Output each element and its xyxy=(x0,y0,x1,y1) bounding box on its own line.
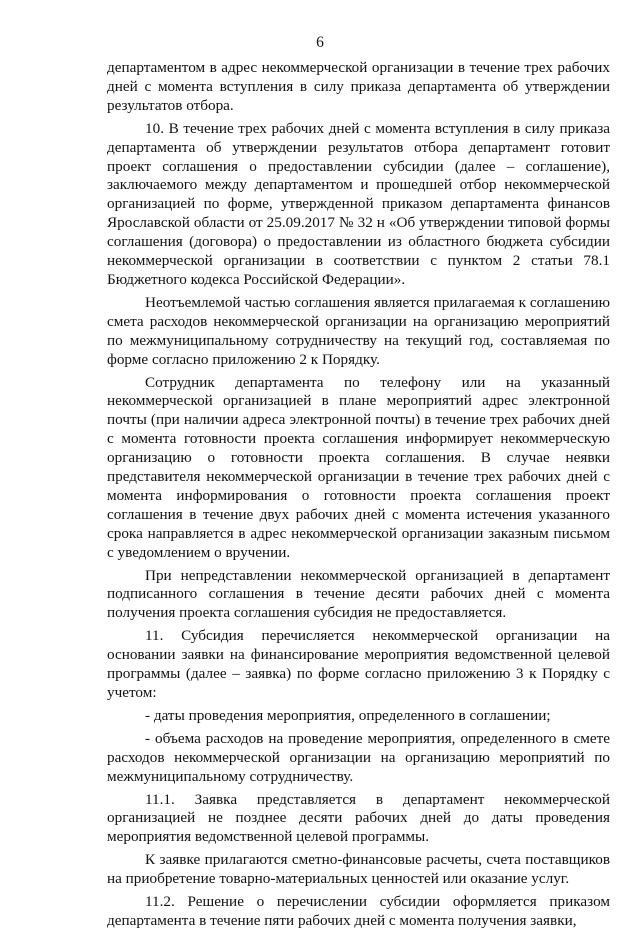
paragraph-item-11-2: 11.2. Решение о перечислении субсидии оформляется приказом департамента в течение пяти рабочих дней с момента получения заявки, xyxy=(107,893,610,929)
list-item-date: - даты проведения мероприятия, определенного в соглашении; xyxy=(145,706,551,724)
paragraph-item-11-1: 11.1. Заявка представляется в департамент некоммерческой организацией не позднее десяти рабочих дней до даты проведения мероприятия ведомственной целевой программы. xyxy=(107,790,610,846)
paragraph-item-10: 10. В течение трех рабочих дней с момента вступления в силу приказа департамента об утверждении результатов отбора департамент готовит проект соглашения о предоставлении субсидии (далее – соглашение), заключаемого между департаментом и прошедшей отбор некоммерческой организацией по форме, утвержденной приказом департамента финансов Ярославской области от 25.09.2017 № 32 н «Об утверждении типовой формы соглашения (договора) о предоставлении из областного бюджета субсидии некоммерческой организации в соответствии с пунктом 2 статьи 78.1 Бюджетного кодекса Российской Федерации». xyxy=(107,119,610,288)
document-body xyxy=(107,59,610,935)
paragraph-continuation: департаментом в адрес некоммерческой организации в течение трех рабочих дней с момента вступления в силу приказа департамента об утверждении результатов отбора. xyxy=(107,59,610,114)
paragraph-notification: Сотрудник департамента по телефону или на указанный некоммерческой организацией в плане мероприятий адрес электронной почты (при наличии адреса электронной почты) в течение трех рабочих дней с момента готовности проекта соглашения информирует некоммерческую организацию о готовности проекта соглашения. В случае неявки представителя некоммерческой организации в течение трех рабочих дней с момента информирования о готовности проекта соглашения проект соглашения в течение двух рабочих дней с момента истечения указанного срока направляется в адрес некоммерческой организации заказным письмом с уведомлением о вручении. xyxy=(107,373,610,561)
paragraph-attachments: К заявке прилагаются сметно-финансовые расчеты, счета поставщиков на приобретение товарно-материальных ценностей или оказание услуг. xyxy=(107,851,610,888)
paragraph-nonsubmission: При непредставлении некоммерческой организацией в департамент подписанного соглашения в течение десяти рабочих дней с момента получения проекта соглашения субсидия не предоставляется. xyxy=(107,566,610,622)
list-item-expenses: - объема расходов на проведение мероприятия, определенного в смете расходов некоммерческой организации на организацию мероприятий по межмуниципальному сотрудничеству. xyxy=(107,729,610,785)
page-number: 6 xyxy=(316,34,324,51)
paragraph-estimate: Неотъемлемой частью соглашения является прилагаемая к соглашению смета расходов некоммерческой организации на организацию мероприятий по межмуниципальному сотрудничеству на текущий год, составляемая по форме согласно приложению 2 к Порядку. xyxy=(107,293,610,368)
paragraph-item-11: 11. Субсидия перечисляется некоммерческой организации на основании заявки на финансирование мероприятия ведомственной целевой программы (далее – заявка) по форме согласно приложению 3 к Порядку с учетом: xyxy=(107,627,610,701)
